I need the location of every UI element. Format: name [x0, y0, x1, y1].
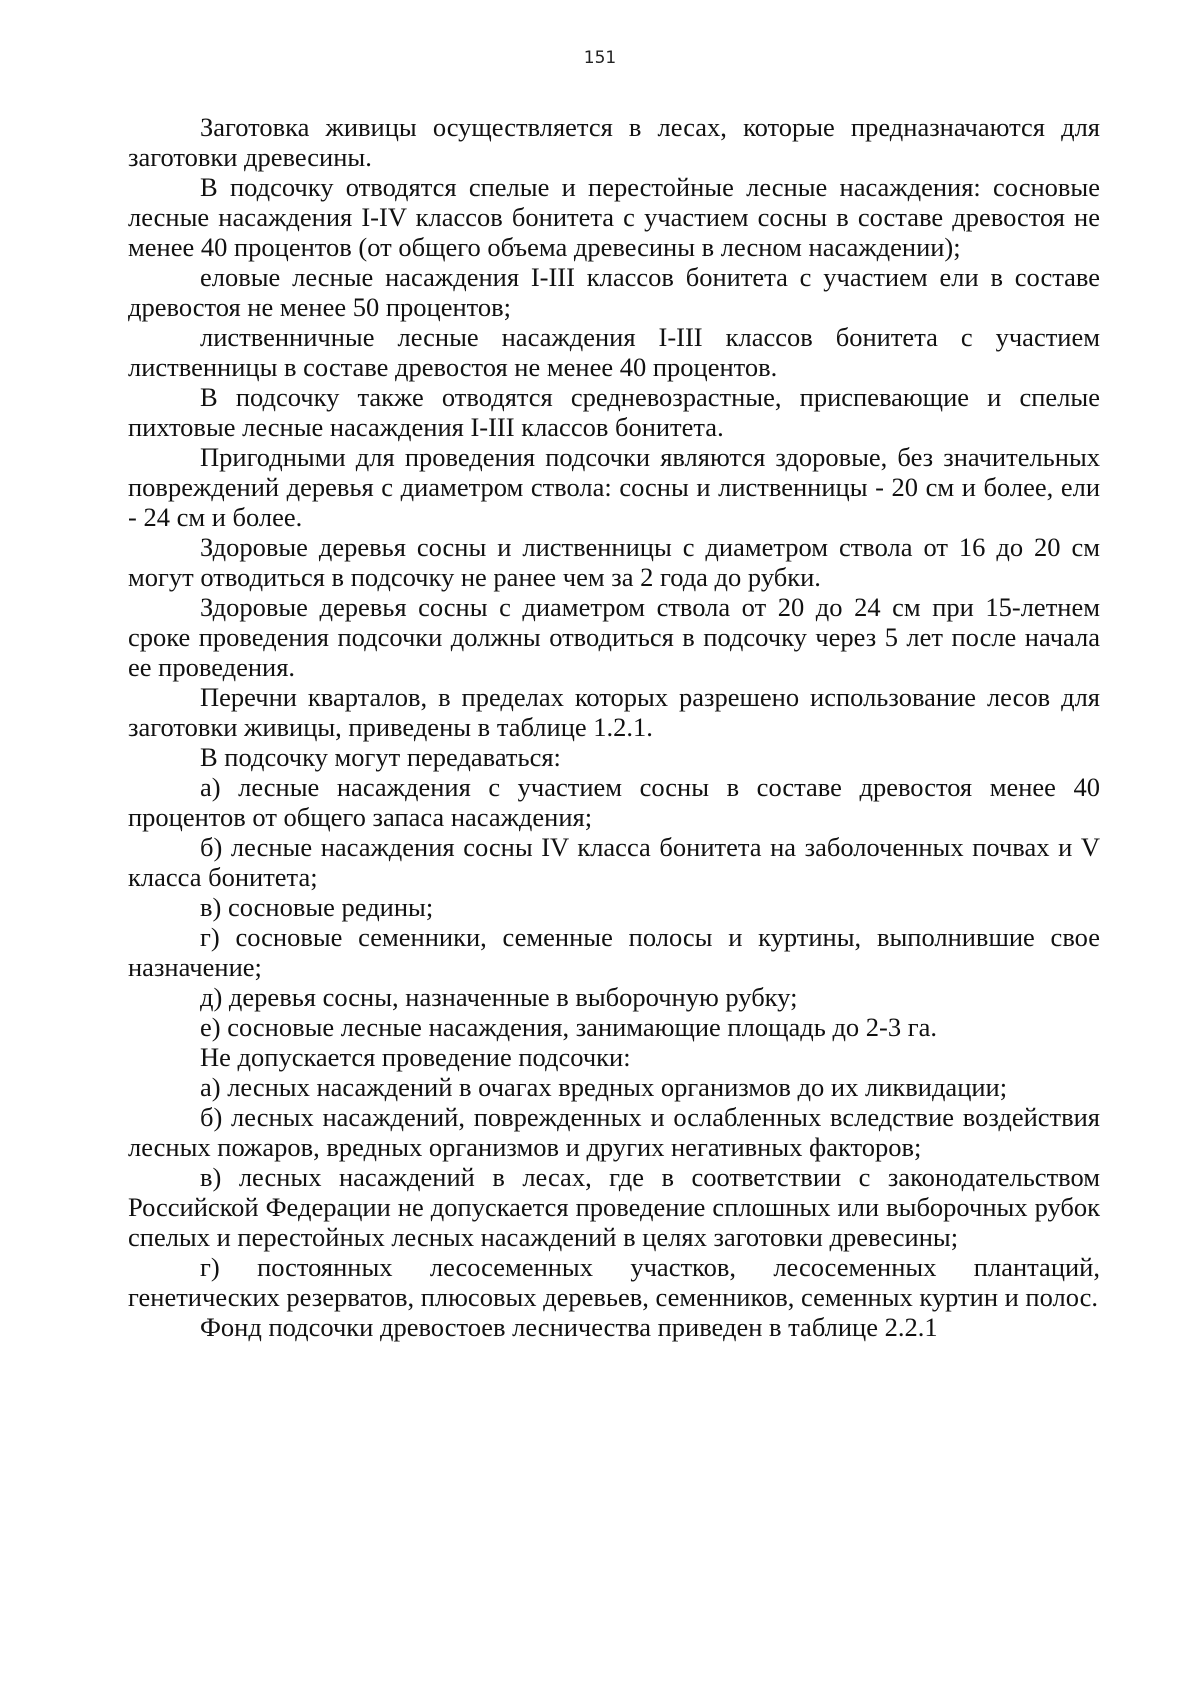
- page-number: 151: [583, 48, 617, 68]
- paragraph: Фонд подсочки древостоев лесничества приведен в таблице 2.2.1: [200, 1312, 938, 1342]
- list-item: г) сосновые семенники, семенные полосы и куртины, выполнившие свое назначение;: [128, 922, 1100, 982]
- list-item: а) лесных насаждений в очагах вредных организмов до их ликвидации;: [200, 1072, 1008, 1102]
- paragraph: лиственничные лесные насаждения I-III классов бонитета с участием лиственницы в составе древостоя не менее 40 процентов.: [128, 322, 1100, 382]
- list-item: а) лесные насаждения с участием сосны в составе древостоя менее 40 процентов от общего запаса насаждения;: [128, 772, 1100, 832]
- paragraph: Пригодными для проведения подсочки являются здоровые, без значительных повреждений деревья с диаметром ствола: сосны и лиственницы - 20 см и более, ели - 24 см и более.: [128, 442, 1100, 532]
- paragraph: Перечни кварталов, в пределах которых разрешено использование лесов для заготовки живицы, приведены в таблице 1.2.1.: [128, 682, 1100, 742]
- paragraph: Заготовка живицы осуществляется в лесах, которые предназначаются для заготовки древесины.: [128, 112, 1100, 172]
- list-item: б) лесные насаждения сосны IV класса бонитета на заболоченных почвах и V класса бонитета;: [128, 832, 1100, 892]
- paragraph: Не допускается проведение подсочки:: [200, 1042, 631, 1072]
- paragraph: В подсочку отводятся спелые и перестойные лесные насаждения: сосновые лесные насаждения I-IV классов бонитета с участием сосны в составе древостоя не менее 40 процентов (от общего объема древесины в лесном насаждении);: [128, 172, 1100, 262]
- list-item: в) сосновые редины;: [200, 892, 434, 922]
- paragraph: Здоровые деревья сосны и лиственницы с диаметром ствола от 16 до 20 см могут отводиться в подсочку не ранее чем за 2 года до рубки.: [128, 532, 1100, 592]
- list-item: г) постоянных лесосеменных участков, лесосеменных плантаций, генетических резерватов, плюсовых деревьев, семенников, семенных куртин и полос.: [128, 1252, 1100, 1312]
- document-body: [128, 112, 1100, 1342]
- list-item: б) лесных насаждений, поврежденных и ослабленных вследствие воздействия лесных пожаров, вредных организмов и других негативных факторов;: [128, 1102, 1100, 1162]
- list-item: д) деревья сосны, назначенные в выборочную рубку;: [200, 982, 798, 1012]
- paragraph: еловые лесные насаждения I-III классов бонитета с участием ели в составе древостоя не менее 50 процентов;: [128, 262, 1100, 322]
- list-item: е) сосновые лесные насаждения, занимающие площадь до 2-3 га.: [200, 1012, 938, 1042]
- paragraph: Здоровые деревья сосны с диаметром ствола от 20 до 24 см при 15-летнем сроке проведения подсочки должны отводиться в подсочку через 5 лет после начала ее проведения.: [128, 592, 1100, 682]
- list-item: в) лесных насаждений в лесах, где в соответствии с законодательством Российской Федерации не допускается проведение сплошных или выборочных рубок спелых и перестойных лесных насаждений в целях заготовки древесины;: [128, 1162, 1100, 1252]
- paragraph: В подсочку могут передаваться:: [200, 742, 561, 772]
- paragraph: В подсочку также отводятся средневозрастные, приспевающие и спелые пихтовые лесные насаждения I-III классов бонитета.: [128, 382, 1100, 442]
